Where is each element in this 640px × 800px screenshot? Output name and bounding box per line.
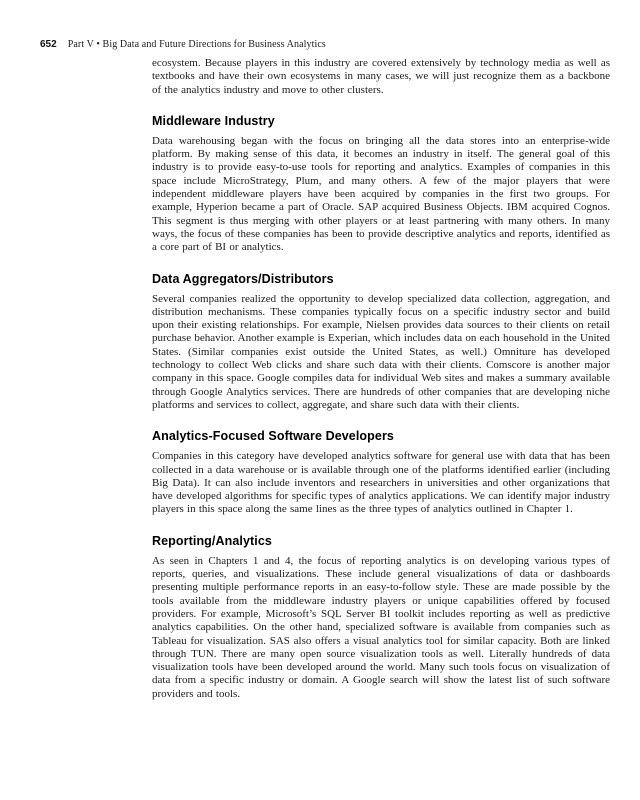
reporting-paragraph: As seen in Chapters 1 and 4, the focus of reporting analytics is on developing various types of reports, queries, and visualizations. These include general visualizations of data or dashboards presenting multiple performance reports in an easy-to-follow style. These are made possible by the tools available from the middleware industry players or unique capabilities offered by focused providers. For example, Microsoft’s SQL Server BI toolkit includes reporting as well as predictive analytics capabilities. On the other hand, specialized software is available from companies such as Tableau for visualization. SAS also offers a visual analytics tool for similar capacity. Both are linked through TUN. There are many open source visualization tools as well. Literally hundreds of data visualization tools have been developed around the world. Many such tools focus on visualization of data from a specific industry or domain. A Google search will show the latest list of such software providers and tools. — [152, 554, 610, 700]
page-number: 652 — [40, 39, 57, 50]
aggregators-paragraph: Several companies realized the opportunity to develop specialized data collection, aggregation, and distribution mechanisms. These companies typically focus on a specific industry sector and build upon their existing relationships. For example, Nielsen provides data sources to their clients on retail purchase behavior. Another example is Experian, which includes data on each household in the United States. (Similar companies exist outside the United States, as well.) Omniture has developed technology to collect Web clicks and share such data with their clients. Comscore is another major company in this space. Google compiles data for individual Web sites and makes a summary available through Google Analytics services. There are hundreds of other companies that are developing niche platforms and services to collect, aggregate, and share such data with their clients. — [152, 292, 610, 411]
page-content — [152, 57, 610, 701]
intro-paragraph: ecosystem. Because players in this industry are covered extensively by technology media as well as textbooks and have their own ecosystems in many cases, we will just recognize them as a backbone of the analytics industry and move to other clusters. — [152, 57, 610, 96]
heading-reporting-analytics: Reporting/Analytics — [152, 533, 272, 548]
middleware-paragraph: Data warehousing began with the focus on bringing all the data stores into an enterprise-wide platform. By making sense of this data, it becomes an industry in itself. The general goal of this industry is to provide easy-to-use tools for reporting and analytics. Examples of companies in this space include MicroStrategy, Plum, and many others. A few of the major players that were independent middleware players have been acquired by companies in the first two groups. For example, Hyperion became a part of Oracle. SAP acquired Business Objects. IBM acquired Cognos. This segment is thus merging with other players or at least partnering with many others. In many ways, the focus of these companies has been to provide descriptive analytics and reports, identified as a core part of BI or analytics. — [152, 134, 610, 254]
heading-analytics-software-developers: Analytics-Focused Software Developers — [152, 429, 394, 444]
heading-middleware-industry: Middleware Industry — [152, 113, 275, 128]
heading-data-aggregators: Data Aggregators/Distributors — [152, 271, 334, 286]
software-developers-paragraph: Companies in this category have developed analytics software for general use with data that has been collected in a data warehouse or is available through one of the platforms identified earlier (including Big Data). It can also include inventors and researchers in universities and other organizations that have developed algorithms for specific types of analytics applications. We can identify major industry players in this space along the same lines as the three types of analytics outlined in Chapter 1. — [152, 450, 610, 516]
page-header — [40, 39, 600, 51]
running-title: Part V • Big Data and Future Directions for Business Analytics — [67, 39, 326, 50]
